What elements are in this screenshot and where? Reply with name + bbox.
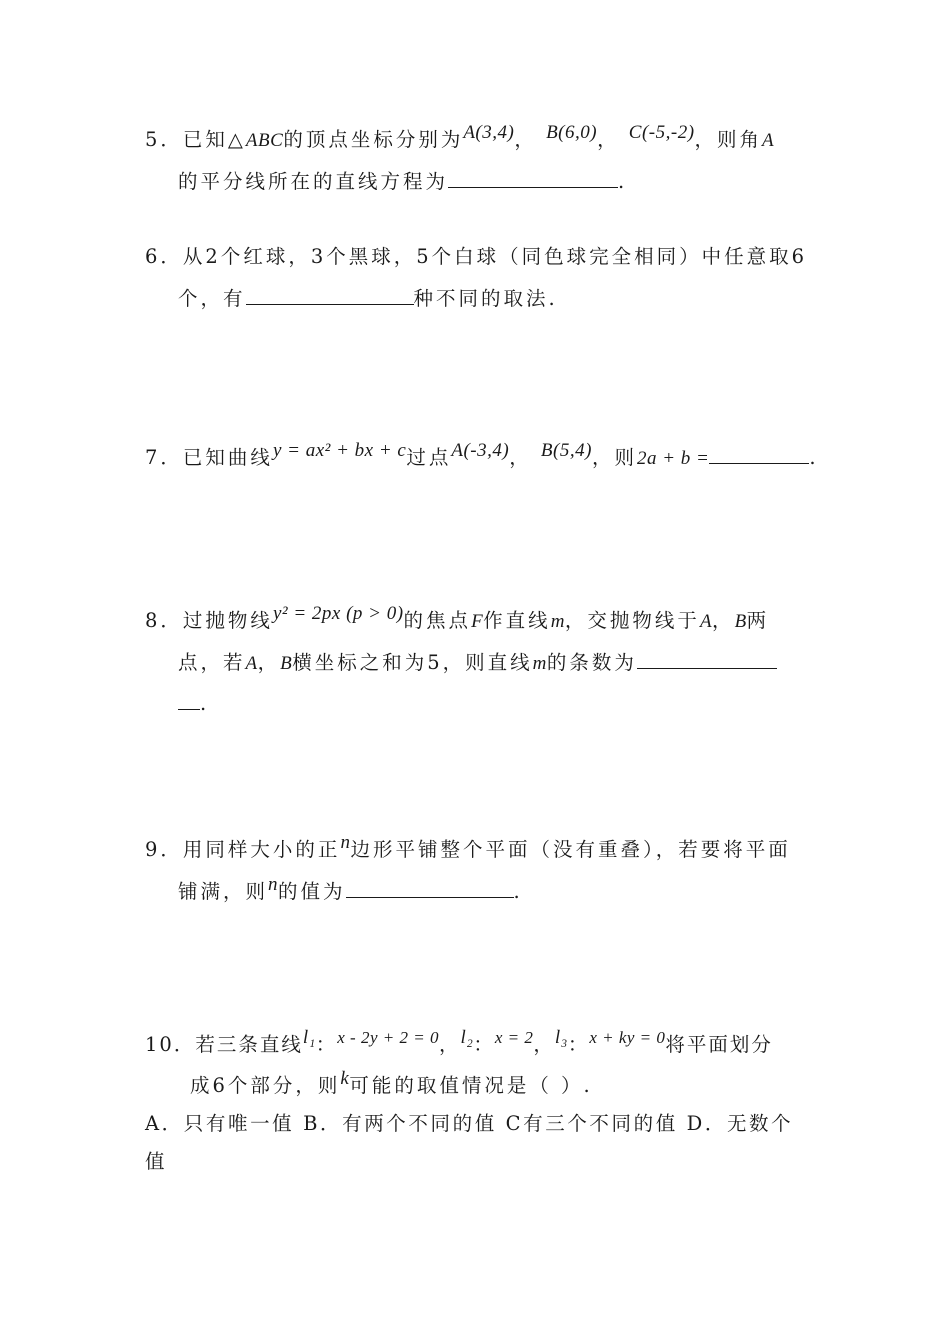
q5-line2: 的平分线所在的直线方程为 . [178, 167, 627, 196]
q7-line1: 7．已知曲线y = ax² + bx + c过点A(-3,4)， B(5,4)，则2a + b = . [145, 440, 819, 469]
q8-line3: . [178, 689, 209, 718]
q8-line2: 点，若A，B横坐标之和为5，则直线m的条数为 [178, 648, 777, 678]
q10-options-cont: 值 [145, 1150, 168, 1173]
q6-number: 6． [145, 245, 183, 268]
q9-line1: 9．用同样大小的正n边形平铺整个平面（没有重叠），若要将平面 [145, 832, 791, 861]
q10-number: 10． [145, 1033, 196, 1056]
q9-number: 9． [145, 838, 183, 861]
q7-number: 7． [145, 446, 183, 469]
q8-answer-blank-cont[interactable] [178, 689, 200, 710]
q10-line2: 成6个部分，则k可能的取值情况是（ ）. [190, 1068, 593, 1097]
q6-line1: 6．从2个红球，3个黑球，5个白球（同色球完全相同）中任意取6 [145, 245, 808, 268]
q10-line1: 10．若三条直线l₁：x - 2y + 2 = 0，l₂：x = 2，l₃：x + ky = 0将平面划分 [145, 1027, 773, 1056]
q5-line1: 5．已知△ABC的顶点坐标分别为A(3,4)， B(6,0)， C(-5,-2)，则角A [145, 122, 775, 151]
q7-answer-blank[interactable] [709, 443, 809, 464]
q6-answer-blank[interactable] [246, 284, 414, 305]
q5-number: 5． [145, 128, 183, 151]
q9-line2: 铺满，则n的值为 . [178, 874, 523, 903]
q5-answer-blank[interactable] [448, 167, 618, 188]
q8-line1: 8．过抛物线y² = 2px (p > 0)的焦点F作直线m，交抛物线于A，B两 [145, 603, 770, 632]
q10-options: A．只有唯一值 B．有两个不同的值 C有三个不同的值 D．无数个 [145, 1112, 794, 1135]
q9-answer-blank[interactable] [346, 877, 514, 898]
q8-answer-blank[interactable] [637, 648, 777, 669]
q6-line2: 个，有 种不同的取法. [178, 284, 558, 313]
q8-number: 8． [145, 609, 183, 632]
